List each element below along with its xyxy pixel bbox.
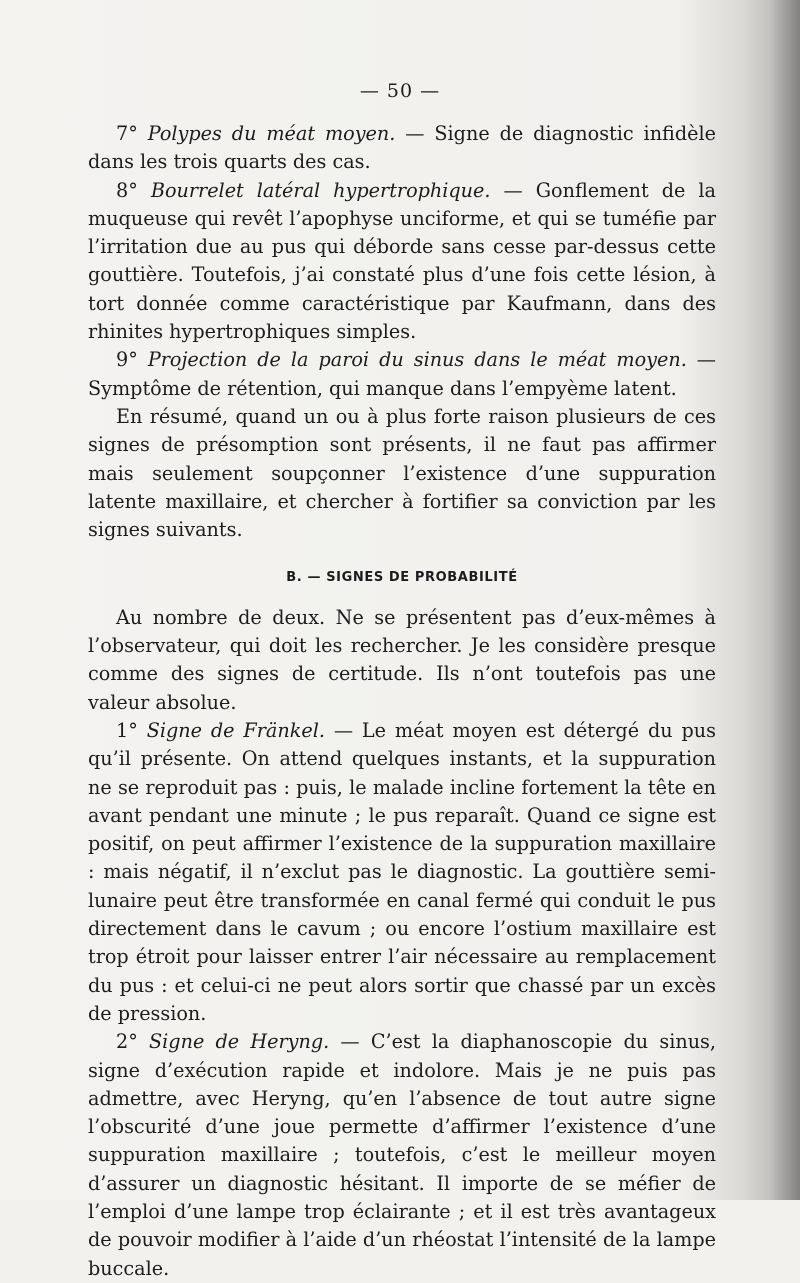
item-number: 9° [116, 348, 138, 372]
paragraph-item-7 [88, 120, 716, 177]
item-number: 8° [116, 178, 138, 202]
sign-title: Signe de Heryng. [149, 1030, 330, 1054]
item-title: Bourrelet latéral hypertrophique. [150, 178, 491, 202]
paragraph-item-8 [88, 177, 716, 347]
sign-title: Signe de Fränkel. [146, 718, 325, 742]
paragraph-sign-frankel [88, 717, 716, 1028]
paragraph-sign-heryng [88, 1028, 716, 1283]
item-title: Polypes du méat moyen. [147, 122, 396, 145]
item-body: — Symptôme de rétention, qui manque dans l’empyème latent. [88, 348, 716, 400]
section-heading: B. — SIGNES DE PROBABILITÉ [286, 570, 518, 586]
sign-body: — Le méat moyen est détergé du pus qu’il présente. On attend quelques instants, et la suppuration ne se reproduit pas : puis, le malade incline fortement la tête en avant pendant une minute ; le pus reparaît. Quand ce signe est positif, on peut affirmer l’existence de la suppuration maxillaire : mais négatif, il n’exclut pas le diagnostic. La gouttière semi-lunaire peut être transformée en canal fermé qui conduit le pus directement dans le cavum ; ou encore l’ostium maxillaire est trop étroit pour laisser entrer l’air nécessaire au remplacement du pus : et celui-ci ne peut alors sortir que chassé par un excès de pression. [88, 718, 716, 1025]
paragraph-summary: En résumé, quand un ou à plus forte raison plusieurs de ces signes de présomption sont présents, il ne faut pas affirmer mais seulement soupçonner l’existence d’une suppuration latente maxillaire, et chercher à fortifier sa conviction par les signes suivants. [88, 404, 716, 542]
paragraph-section-intro: Au nombre de deux. Ne se présentent pas d’eux-mêmes à l’observateur, qui doit les rechercher. Je les considère presque comme des signes de certitude. Ils n’ont toutefois pas une valeur absolue. [88, 605, 716, 714]
item-number: 7° [116, 122, 138, 145]
page-number: — 50 — [359, 80, 441, 102]
body-text [88, 120, 716, 1283]
item-body: — Signe de diagnostic infidèle dans les trois quarts des cas. [88, 122, 716, 174]
page-edge-shadow [770, 0, 800, 1200]
item-title: Projection de la paroi du sinus dans le méat moyen. [147, 348, 687, 372]
sign-number: 2° [116, 1030, 138, 1054]
item-body: — Gonflement de la muqueuse qui revêt l’apophyse unciforme, et qui se tuméfie par l’irritation due au pus qui déborde sans cesse par-dessus cette gouttière. Toutefois, j’ai constaté plus d’une fois cette lésion, à tort donnée comme caractéristique par Kaufmann, dans des rhinites hypertrophiques simples. [88, 178, 716, 344]
sign-body: — C’est la diaphanoscopie du sinus, signe d’exécution rapide et indolore. Mais je ne puis pas admettre, avec Heryng, qu’en l’absence de tout autre signe l’obscurité d’une joue permette d’affirmer l’existence d’une suppuration maxillaire ; toutefois, c’est le meilleur moyen d’assurer un diagnostic hésitant. Il importe de se méfier de l’emploi d’une lampe trop éclairante ; et il est très avantageux de pouvoir modifier à l’aide d’un rhéostat l’intensité de la lampe buccale. [88, 1030, 716, 1280]
paragraph-item-9 [88, 346, 716, 403]
sign-number: 1° [116, 718, 138, 742]
